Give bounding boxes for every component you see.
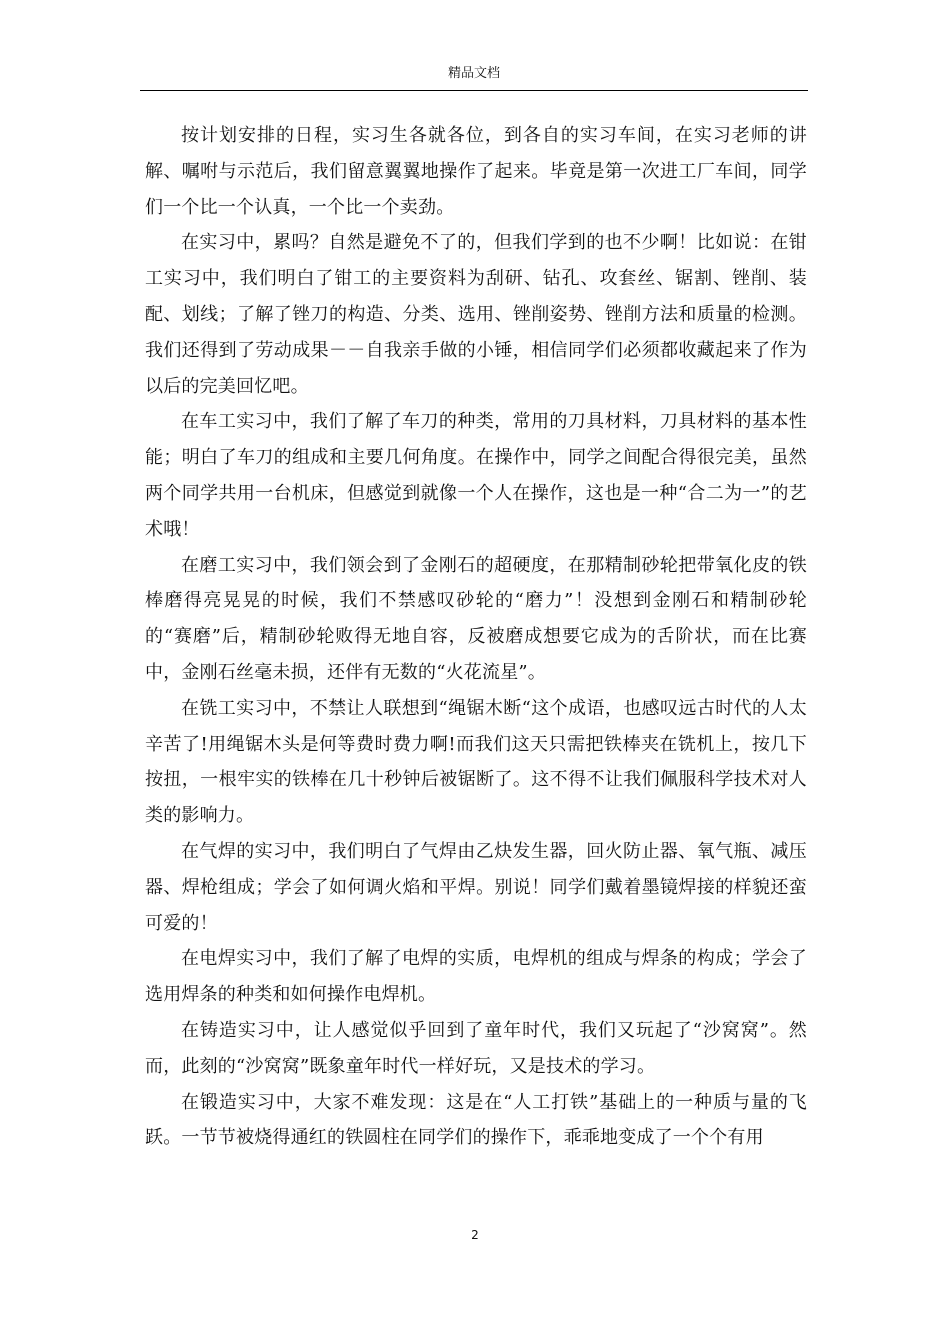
- paragraph-gas-welding-practice: 在气焊的实习中，我们明白了气焊由乙炔发生器，回火防止器、氧气瓶、减压器、焊枪组成；学会了如何调火焰和平焊。别说！同学们戴着墨镜焊接的样貌还蛮可爱的！: [145, 840, 807, 934]
- paragraph-forging-practice: 在锻造实习中，大家不难发现：这是在“人工打铁”基础上的一种质与量的飞跃。一节节被烧得通红的铁圆柱在同学们的操作下，乖乖地变成了一个个有用: [145, 1091, 807, 1149]
- page-number-text: 2: [471, 1228, 479, 1242]
- paragraph-fitter-practice: 在实习中，累吗？自然是避免不了的，但我们学到的也不少啊！比如说：在钳工实习中，我们明白了钳工的主要资料为刮研、钻孔、攻套丝、锯割、锉削、装配、划线；了解了锉刀的构造、分类、选用、锉削姿势、锉削方法和质量的检测。我们还得到了劳动成果－－自我亲手做的小锤，相信同学们必须都收藏起来了作为以后的完美回忆吧。: [145, 232, 807, 397]
- paragraph-grinding-practice: 在磨工实习中，我们领会到了金刚石的超硬度，在那精制砂轮把带氧化皮的铁棒磨得亮晃晃的时候，我们不禁感叹砂轮的“磨力”！没想到金刚石和精制砂轮的“赛磨”后，精制砂轮败得无地自容，反被磨成想要它成为的舌阶状，而在比赛中，金刚石丝毫未损，还伴有无数的“火花流星”。: [145, 554, 807, 683]
- page-number: [0, 1228, 950, 1242]
- header-title: 精品文档: [447, 66, 500, 81]
- paragraph-casting-practice: 在铸造实习中，让人感觉似乎回到了童年时代，我们又玩起了“沙窝窝”。然而，此刻的“沙窝窝”既象童年时代一样好玩，又是技术的学习。: [145, 1019, 807, 1077]
- page-header: [140, 64, 808, 91]
- paragraph-electric-welding-practice: 在电焊实习中，我们了解了电焊的实质，电焊机的组成与焊条的构成；学会了选用焊条的种类和如何操作电焊机。: [145, 948, 807, 1006]
- paragraph-lathe-practice: 在车工实习中，我们了解了车刀的种类，常用的刀具材料，刀具材料的基本性能；明白了车刀的组成和主要几何角度。在操作中，同学之间配合得很完美，虽然两个同学共用一台机床，但感觉到就像一个人在操作，这也是一种“合二为一”的艺术哦！: [145, 411, 807, 540]
- paragraph-schedule: 按计划安排的日程，实习生各就各位，到各自的实习车间，在实习老师的讲解、嘱咐与示范后，我们留意翼翼地操作了起来。毕竟是第一次进工厂车间，同学们一个比一个认真，一个比一个卖劲。: [145, 125, 807, 218]
- paragraph-milling-practice: 在铣工实习中，不禁让人联想到“绳锯木断“这个成语，也感叹远古时代的人太辛苦了!用绳锯木头是何等费时费力啊!而我们这天只需把铁棒夹在铣机上，按几下按扭，一根牢实的铁棒在几十秒钟后被锯断了。这不得不让我们佩服科学技术对人类的影响力。: [145, 697, 807, 827]
- document-body: [145, 118, 807, 1156]
